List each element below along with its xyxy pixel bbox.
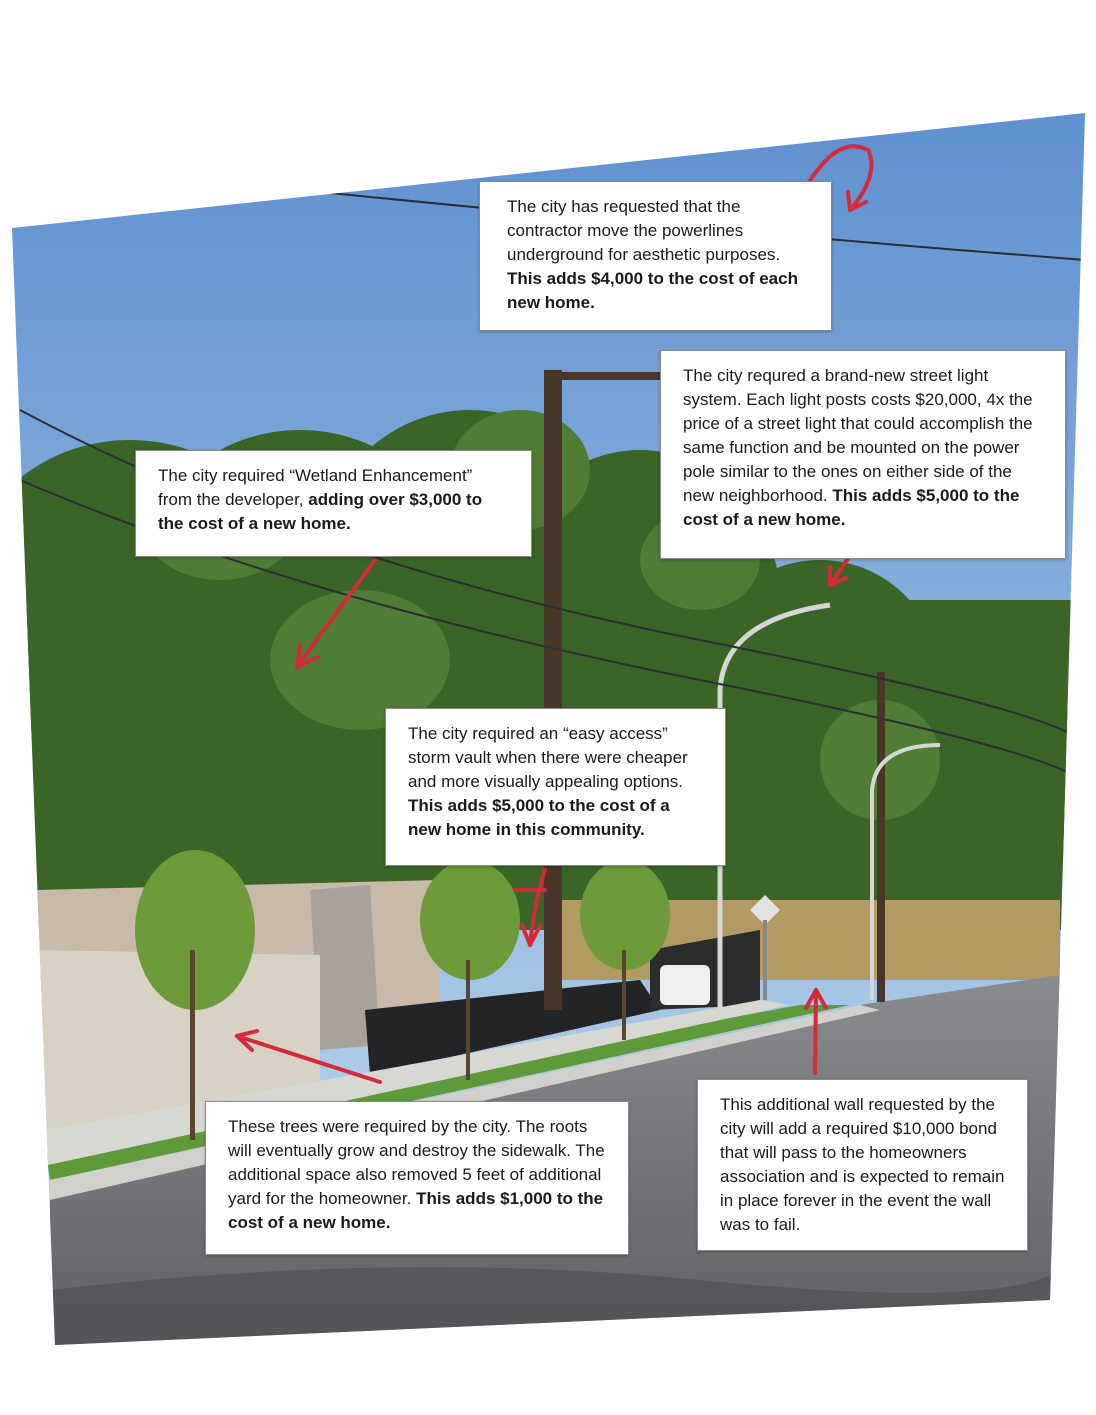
callout-powerlines-text: The city has requested that the contractor move the powerlines underground for aesthetic purposes. <box>507 197 781 264</box>
callout-wetland <box>135 450 532 557</box>
arrow-wall <box>815 990 816 1073</box>
callout-streetlight-cost: This adds $5,000 to the cost of a new home. <box>683 486 1020 529</box>
callout-wetland-cost: adding over $3,000 to the cost of a new home. <box>158 490 483 533</box>
callout-vault-text: The city required an “easy access” storm vault when there were cheaper and more visually appealing options. <box>408 724 688 791</box>
callout-streetlight-text: The city requred a brand-new street light system. Each light posts costs $20,000, 4x the price of a street light that could accomplish the same function and be mounted on the power pole similar to the ones on either side of the new neighborhood. <box>683 366 1033 505</box>
callout-vault-cost: This adds $5,000 to the cost of a new home in this community. <box>408 796 670 839</box>
callout-trees <box>205 1101 629 1255</box>
callout-powerlines-cost: This adds $4,000 to the cost of each new home. <box>507 269 798 312</box>
callout-streetlight <box>660 350 1066 559</box>
callout-wall <box>697 1079 1028 1251</box>
callout-wetland-text: The city required “Wetland Enhancement” from the developer, <box>158 466 473 509</box>
callout-wall-text: This additional wall requested by the city will add a required $10,000 bond that will pass to the homeowners association and is expected to remain in place forever in the event the wall was to fail. <box>720 1095 1005 1234</box>
callout-trees-cost: This adds $1,000 to the cost of a new home. <box>228 1189 604 1232</box>
callout-trees-text: These trees were required by the city. The roots will eventually grow and destroy the sidewalk. The additional space also removed 5 feet of additional yard for the homeowner. <box>228 1117 605 1208</box>
callout-storm-vault <box>385 708 726 866</box>
callout-powerlines <box>479 181 832 331</box>
